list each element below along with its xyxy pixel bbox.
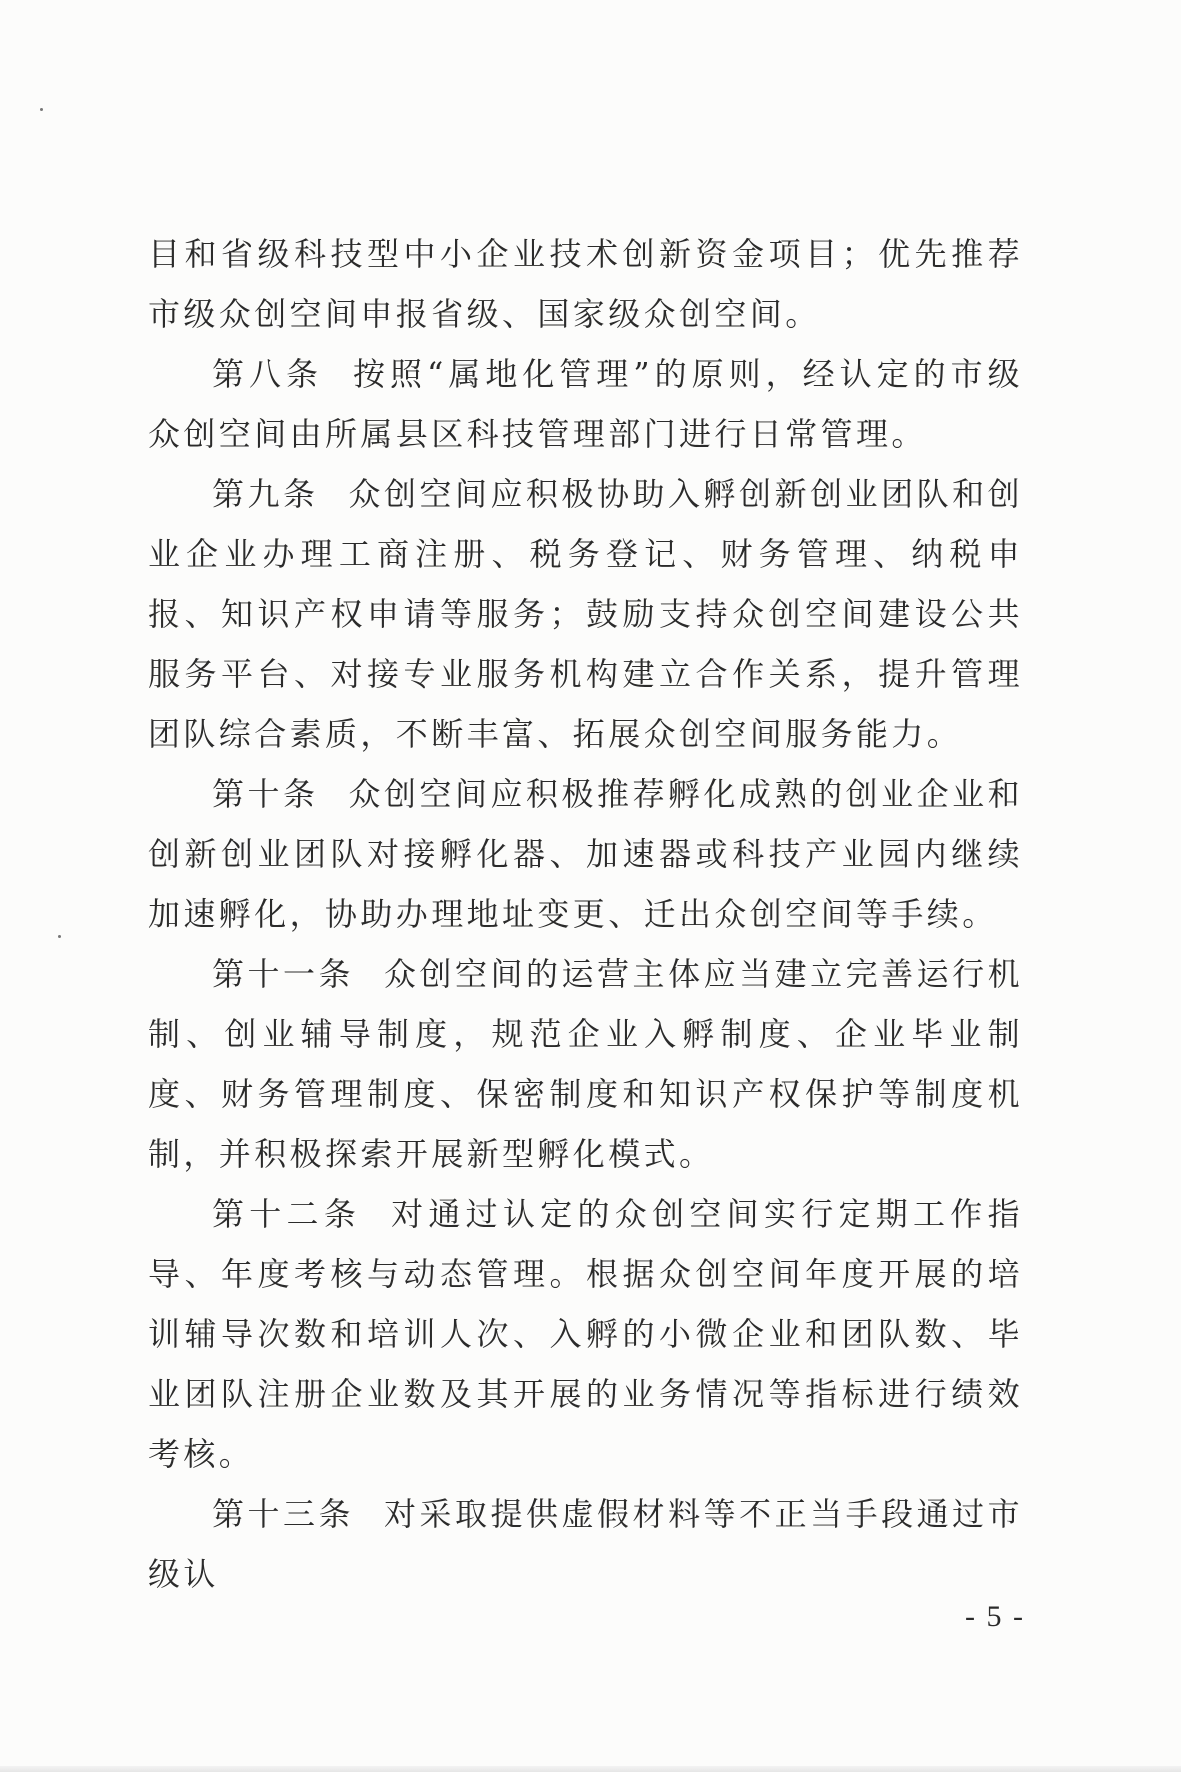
- article-10: [148, 764, 1023, 944]
- article-label: 第八条: [212, 355, 323, 393]
- paragraph-text: 众创空间应积极协助入孵创新创业团队和创业企业办理工商注册、税务登记、财务管理、纳税申报、知识产权申请等服务；鼓励支持众创空间建设公共服务平台、对接专业服务机构建立合作关系，提升管理团队综合素质，不断丰富、拓展众创空间服务能力。: [148, 475, 1023, 753]
- article-11: [148, 944, 1023, 1184]
- article-9: [148, 464, 1023, 764]
- paragraph-continuation: [148, 224, 1023, 344]
- article-label: 第十一条: [212, 955, 355, 993]
- paragraph-text: 众创空间应积极推荐孵化成熟的创业企业和创新创业团队对接孵化器、加速器或科技产业园内继续加速孵化，协助办理地址变更、迁出众创空间等手续。: [148, 775, 1023, 933]
- paragraph-text: 目和省级科技型中小企业技术创新资金项目；优先推荐市级众创空间申报省级、国家级众创空间。: [148, 235, 1023, 333]
- scan-speck: [58, 935, 61, 938]
- page-bottom-edge: [0, 1766, 1181, 1772]
- article-label: 第十三条: [212, 1495, 355, 1533]
- article-8: [148, 344, 1023, 464]
- article-label: 第十条: [212, 775, 319, 813]
- scan-speck: [40, 108, 43, 111]
- article-label: 第十二条: [212, 1195, 362, 1233]
- page-number: - 5 -: [965, 1600, 1025, 1633]
- article-13: [148, 1484, 1023, 1604]
- document-body: [148, 224, 1023, 1604]
- paragraph-text: 众创空间的运营主体应当建立完善运行机制、创业辅导制度，规范企业入孵制度、企业毕业制度、财务管理制度、保密制度和知识产权保护等制度机制，并积极探索开展新型孵化模式。: [148, 955, 1024, 1173]
- paragraph-text: 对通过认定的众创空间实行定期工作指导、年度考核与动态管理。根据众创空间年度开展的培训辅导次数和培训人次、入孵的小微企业和团队数、毕业团队注册企业数及其开展的业务情况等指标进行绩效考核。: [148, 1195, 1023, 1473]
- paragraph-text: 按照“属地化管理”的原则，经认定的市级众创空间由所属县区科技管理部门进行日常管理。: [148, 355, 1023, 453]
- article-label: 第九条: [212, 475, 319, 513]
- article-12: [148, 1184, 1023, 1484]
- paragraph-text: 对采取提供虚假材料等不正当手段通过市级认: [148, 1495, 1024, 1593]
